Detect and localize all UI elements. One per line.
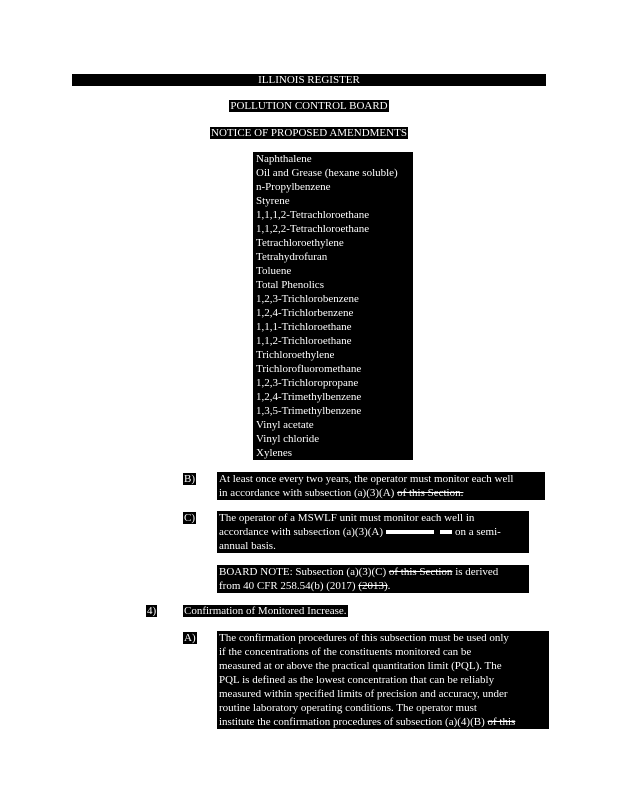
notice-title: NOTICE OF PROPOSED AMENDMENTS <box>211 127 407 139</box>
item-a-line: routine laboratory operating conditions. The operator must <box>219 702 477 714</box>
item-a-line: if the concentrations of the constituents monitored can be <box>219 646 472 658</box>
item-c-line-3: annual basis. <box>219 540 276 552</box>
item-c-line-2-a: accordance with subsection (a)(3)(A) <box>219 526 384 538</box>
item-a-line: measured within specified limits of precision and accuracy, under <box>219 688 508 700</box>
item-a-paragraph <box>217 631 549 729</box>
chemical-item: 1,2,4-Trimethylbenzene <box>256 391 362 403</box>
item-a-last-strike: of this <box>487 716 516 728</box>
chemical-item: 1,2,4-Trichlorbenzene <box>256 307 354 319</box>
chemical-item: Trichlorofluoromethane <box>256 363 362 375</box>
chemical-item: Tetrahydrofuran <box>256 251 328 263</box>
chemical-item: 1,2,3-Trichloropropane <box>256 377 359 389</box>
chemical-item: 1,1,1-Trichloroethane <box>256 321 352 333</box>
chemical-item: Vinyl acetate <box>256 419 314 431</box>
item-b-line-2 <box>219 486 543 500</box>
item-b-line-2-main: in accordance with subsection (a)(3)(A) <box>219 487 395 499</box>
item-a-line: The confirmation procedures of this subsection must be used only <box>219 632 509 644</box>
item-4-label <box>146 604 157 618</box>
chemical-item: Tetrachloroethylene <box>256 237 344 249</box>
redaction-mark <box>440 530 452 534</box>
board-note-line-2 <box>219 579 527 593</box>
board-note-line-2-b: . <box>387 580 391 592</box>
chemical-item: Toluene <box>256 265 292 277</box>
board-note-line-1 <box>219 565 527 579</box>
item-a-label <box>183 631 197 645</box>
board-note <box>217 565 529 593</box>
register-title: ILLINOIS REGISTER <box>258 74 360 86</box>
item-c-line-1: The operator of a MSWLF unit must monitor each well in <box>219 512 475 524</box>
board-note-line-1-strike: of this Section <box>388 566 453 578</box>
item-a-last-main: institute the confirmation procedures of subsection (a)(4)(B) <box>219 716 485 728</box>
chemical-item: 1,3,5-Trimethylbenzene <box>256 405 362 417</box>
notice-heading <box>0 126 618 140</box>
item-b-label <box>183 472 196 486</box>
chemical-item: Xylenes <box>256 447 293 459</box>
chemical-item: Oil and Grease (hexane soluble) <box>256 167 398 179</box>
chemical-item: Styrene <box>256 195 290 207</box>
item-4-heading <box>183 604 348 618</box>
item-c-label-text: C) <box>184 512 195 524</box>
item-a-line: measured at or above the practical quantitation limit (PQL). The <box>219 660 502 672</box>
board-note-line-2-strike: (2013) <box>358 580 388 592</box>
item-4-heading-text: Confirmation of Monitored Increase. <box>184 605 347 617</box>
chemical-item: n-Propylbenzene <box>256 181 331 193</box>
chemical-item: 1,1,2-Trichloroethane <box>256 335 352 347</box>
chemical-item: Naphthalene <box>256 153 312 165</box>
board-note-line-1-a: BOARD NOTE: Subsection (a)(3)(C) <box>219 566 387 578</box>
item-c-line-2-b: on a semi- <box>455 526 501 538</box>
board-heading <box>0 99 618 113</box>
register-header <box>72 74 546 86</box>
board-note-line-1-b: is derived <box>455 566 499 578</box>
board-note-line-2-a: from 40 CFR 258.54(b) (2017) <box>219 580 356 592</box>
item-4-label-text: 4) <box>147 605 157 617</box>
item-c-paragraph <box>217 511 529 553</box>
chemical-item: Vinyl chloride <box>256 433 320 445</box>
chemical-item: 1,2,3-Trichlorobenzene <box>256 293 359 305</box>
item-c-line-2 <box>219 525 527 539</box>
chemical-item: Trichloroethylene <box>256 349 335 361</box>
redaction-mark <box>386 530 434 534</box>
item-c-label <box>183 511 196 525</box>
board-title: POLLUTION CONTROL BOARD <box>230 100 388 112</box>
item-b-paragraph <box>217 472 545 500</box>
chemical-list <box>253 152 413 460</box>
item-a-last-line <box>219 715 547 729</box>
chemical-item: 1,1,1,2-Tetrachloroethane <box>256 209 370 221</box>
chemical-item: Total Phenolics <box>256 279 324 291</box>
item-a-label-text: A) <box>184 632 196 644</box>
item-b-line-2-strike: of this Section. <box>397 487 464 499</box>
chemical-item: 1,1,2,2-Tetrachloroethane <box>256 223 370 235</box>
item-b-line-1: At least once every two years, the operator must monitor each well <box>219 473 514 485</box>
item-a-line: PQL is defined as the lowest concentration that can be reliably <box>219 674 495 686</box>
item-b-label-text: B) <box>184 473 195 485</box>
